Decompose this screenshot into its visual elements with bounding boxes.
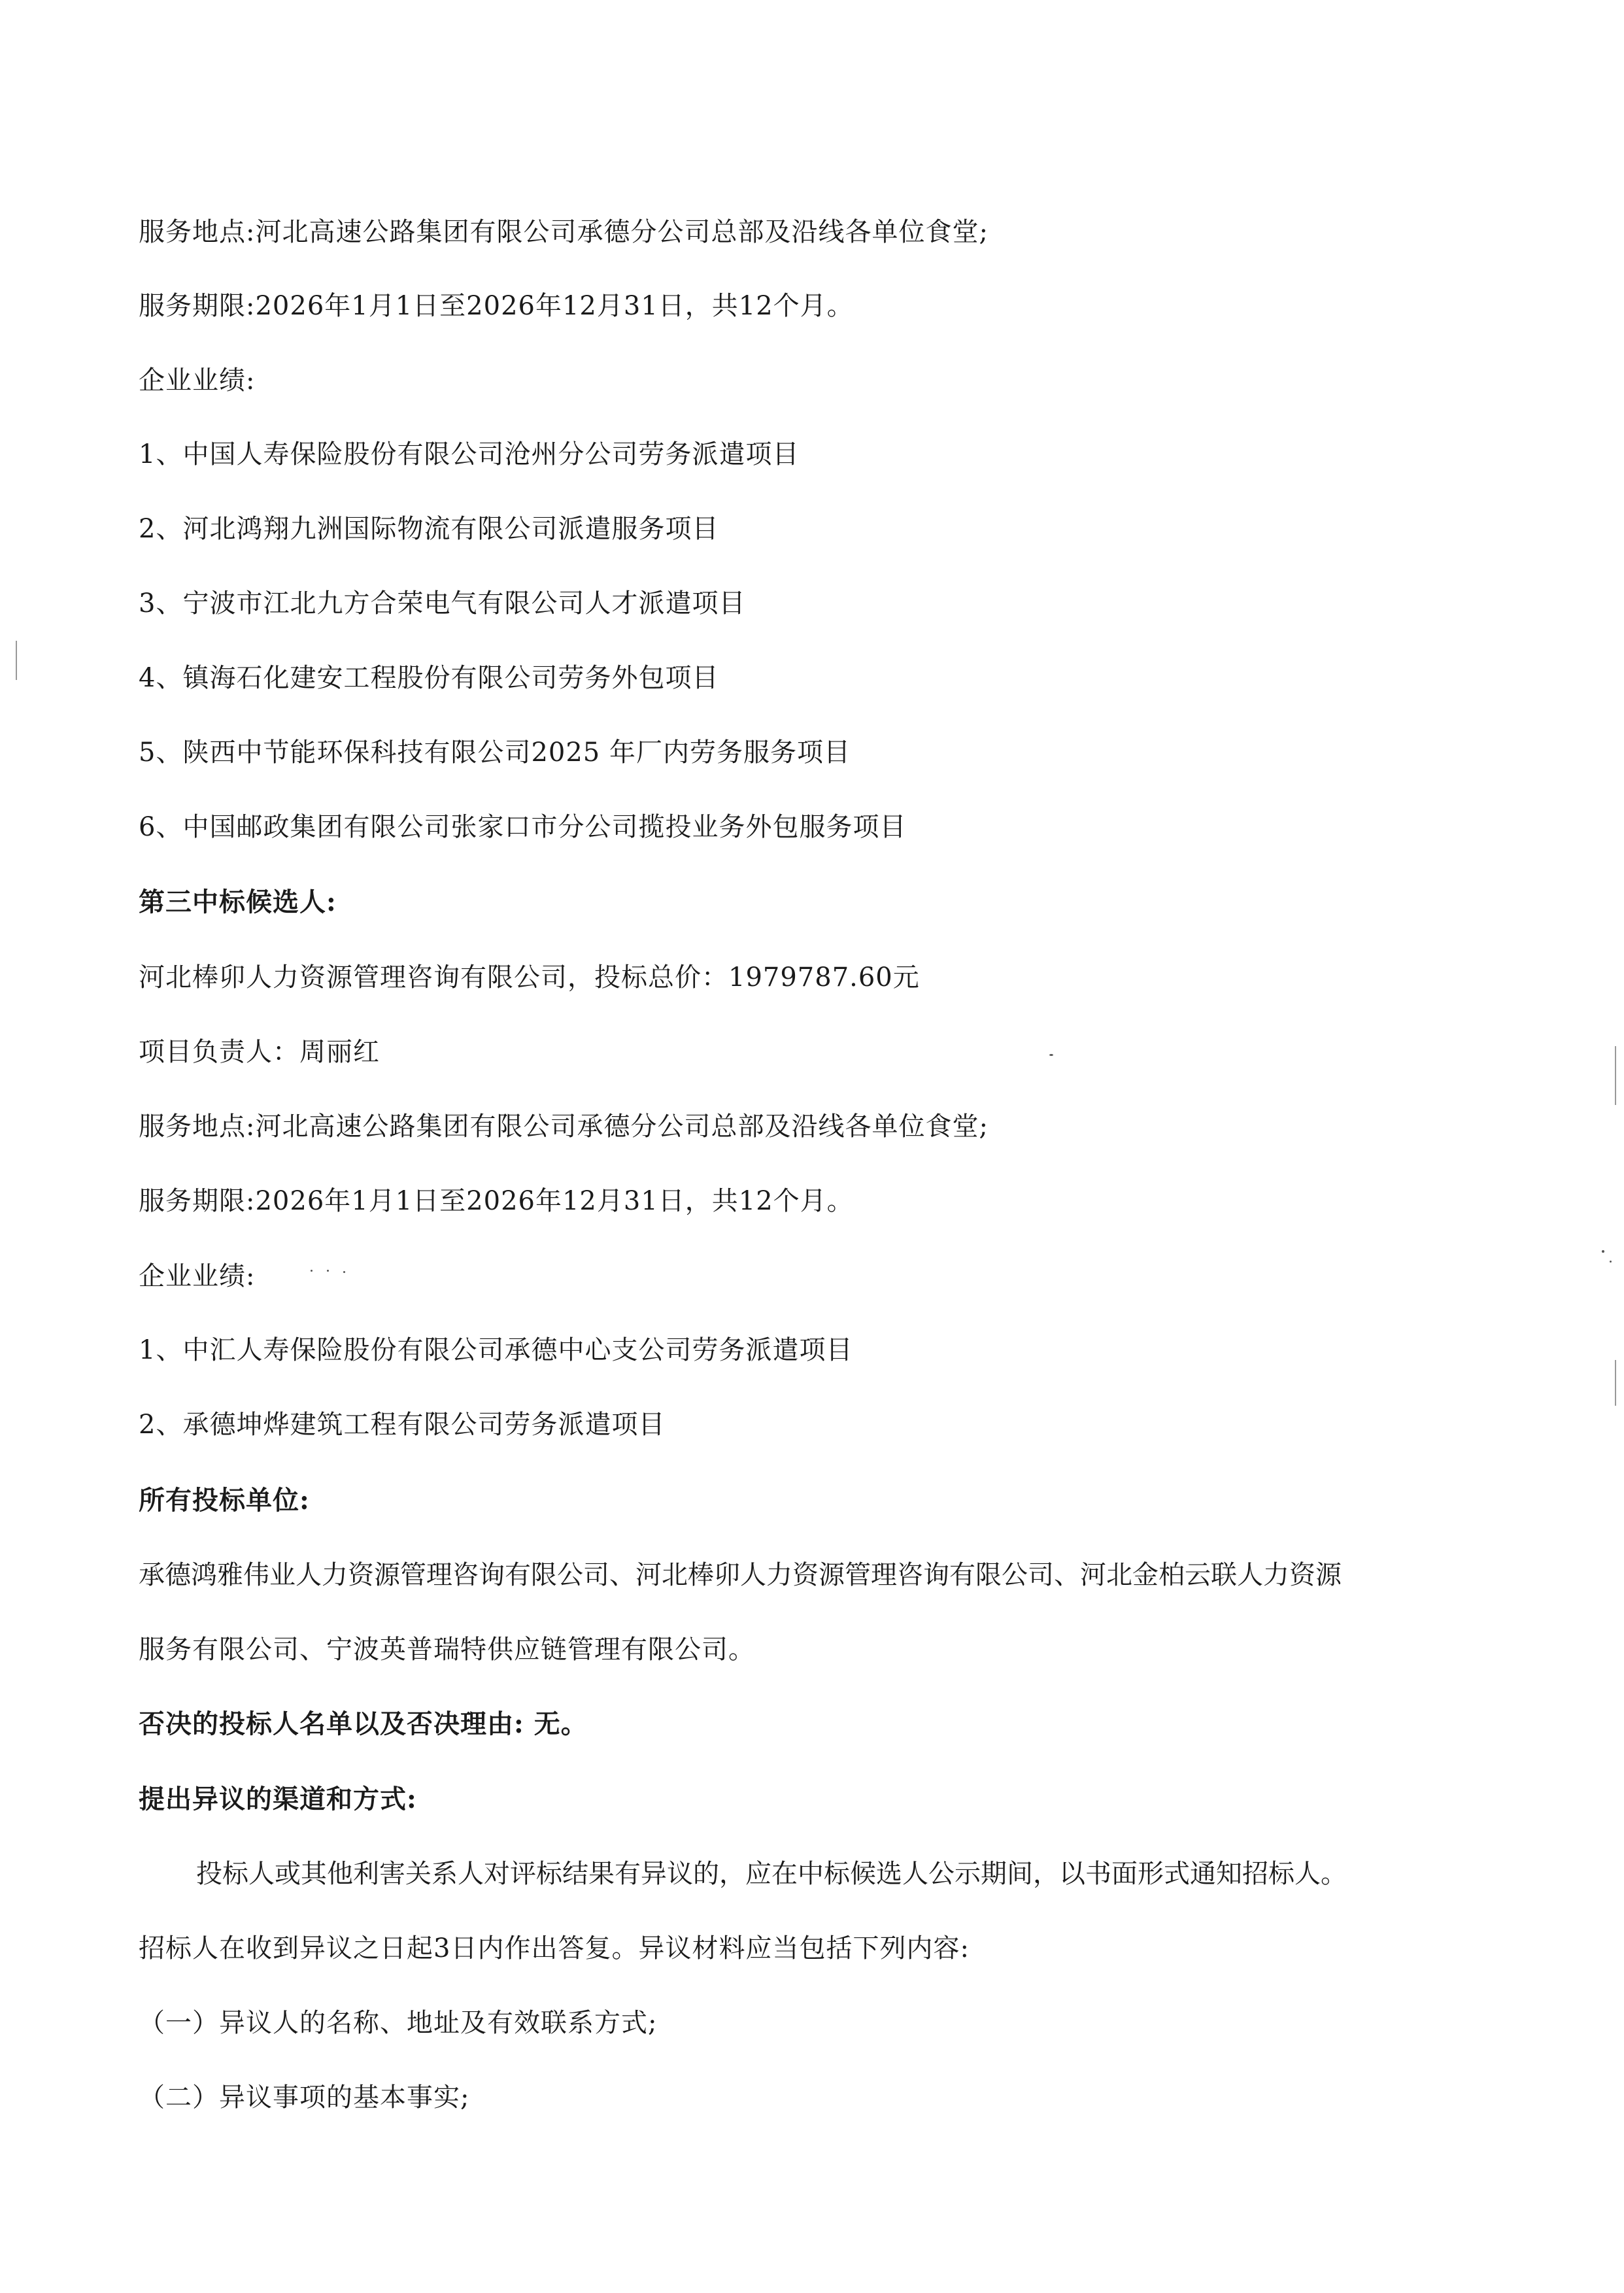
performance-item-1-5: 5、陕西中节能环保科技有限公司2025 年厂内劳务服务项目 xyxy=(139,738,851,768)
performance-item-1-3: 3、宁波市江北九方合荣电气有限公司人才派遣项目 xyxy=(139,588,746,619)
service-period-2: 服务期限:2026年1月1日至2026年12月31日，共12个月。 xyxy=(139,1186,854,1216)
third-candidate-name-price: 河北棒卯人力资源管理咨询有限公司，投标总价：1979787.60元 xyxy=(139,962,920,993)
scan-edge-mark xyxy=(1615,1360,1616,1406)
objection-item-1: （一）异议人的名称、地址及有效联系方式; xyxy=(139,2008,658,2038)
service-location-1: 服务地点:河北高速公路集团有限公司承德分公司总部及沿线各单位食堂; xyxy=(139,217,989,247)
rejected-bidders: 否决的投标人名单以及否决理由: 无。 xyxy=(139,1708,588,1739)
objection-paragraph-line-2: 招标人在收到异议之日起3日内作出答复。异议材料应当包括下列内容: xyxy=(139,1933,970,1963)
objection-heading: 提出异议的渠道和方式: xyxy=(139,1784,417,1814)
scan-speck xyxy=(1049,1054,1053,1056)
scan-speck xyxy=(327,1270,329,1272)
project-leader: 项目负责人：周丽红 xyxy=(139,1037,380,1067)
scan-speck xyxy=(343,1271,345,1273)
performance-item-1-2: 2、河北鸿翔九洲国际物流有限公司派遣服务项目 xyxy=(139,514,719,544)
objection-paragraph-line-1: 投标人或其他利害关系人对评标结果有异议的，应在中标候选人公示期间，以书面形式通知招标人。 xyxy=(196,1859,1347,1889)
scan-speck xyxy=(1602,1250,1604,1253)
service-location-2: 服务地点:河北高速公路集团有限公司承德分公司总部及沿线各单位食堂; xyxy=(139,1112,989,1142)
scan-edge-mark xyxy=(1615,1046,1616,1105)
all-bidders-line-1: 承德鸿雅伟业人力资源管理咨询有限公司、河北棒卯人力资源管理咨询有限公司、河北金柏云联人力资源 xyxy=(139,1560,1342,1590)
all-bidders-line-2: 服务有限公司、宁波英普瑞特供应链管理有限公司。 xyxy=(139,1635,755,1665)
all-bidders-heading: 所有投标单位: xyxy=(139,1485,310,1516)
third-candidate-heading: 第三中标候选人: xyxy=(139,887,337,917)
performance-item-1-6: 6、中国邮政集团有限公司张家口市分公司揽投业务外包服务项目 xyxy=(139,812,907,842)
performance-item-1-1: 1、中国人寿保险股份有限公司沧州分公司劳务派遣项目 xyxy=(139,439,800,469)
objection-item-2: （二）异议事项的基本事实; xyxy=(139,2082,470,2113)
performance-label-2: 企业业绩: xyxy=(139,1261,256,1291)
performance-label-1: 企业业绩: xyxy=(139,365,256,396)
scan-speck xyxy=(1610,1261,1612,1263)
performance-item-2-2: 2、承德坤烨建筑工程有限公司劳务派遣项目 xyxy=(139,1410,666,1440)
scan-speck xyxy=(311,1270,313,1272)
service-period-1: 服务期限:2026年1月1日至2026年12月31日，共12个月。 xyxy=(139,291,854,321)
scan-edge-mark xyxy=(16,641,17,680)
performance-item-2-1: 1、中汇人寿保险股份有限公司承德中心支公司劳务派遣项目 xyxy=(139,1335,853,1365)
performance-item-1-4: 4、镇海石化建安工程股份有限公司劳务外包项目 xyxy=(139,663,719,693)
